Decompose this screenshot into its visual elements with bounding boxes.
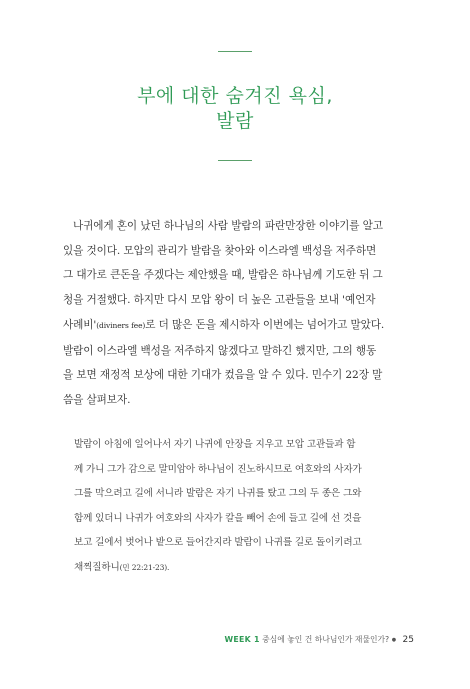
page-footer [224,634,414,645]
body-line: 있을 것이다. 모압의 관리가 발람을 찾아와 이스라엘 백성을 저주하면 [63,244,377,257]
chapter-title [0,84,470,134]
bottom-divider [218,160,252,161]
quote-line: 함께 있더니 나귀가 여호와의 사자가 칼을 빼어 손에 들고 길에 선 것을 [74,512,362,524]
chapter-title-line-2: 발람 [216,110,254,132]
top-divider [218,51,252,52]
body-line-fee-rest: 로 더 많은 돈을 제시하자 이번에는 넘어가고 말았다. [145,318,385,331]
body-line: 을 보면 재정적 보상에 대한 기대가 컸음을 알 수 있다. 민수기 22장 말 [63,369,383,382]
scripture-quote [74,433,404,580]
quote-line: 보고 길에서 벗어나 밭으로 들어간지라 발람이 나귀를 길로 돌이키려고 [74,537,362,548]
quote-line: 께 가니 그가 감으로 말미암아 하나님이 진노하시므로 여호와의 사자가 [74,463,362,475]
body-line: 발람이 이스라엘 백성을 저주하지 않겠다고 말하긴 했지만, 그의 행동 [63,344,377,357]
quote-line: 채찍질하니 [74,561,120,573]
body-line: 청을 거절했다. 하지만 다시 모압 왕이 더 높은 고관들을 보내 '예언자 [63,294,376,307]
chapter-title-line-1: 부에 대한 숨겨진 욕심, [137,85,333,107]
body-line: 그 대가로 큰돈을 주겠다는 제안했을 때, 발람은 하나님께 기도한 뒤 그 [63,269,383,282]
body-line-fee [63,313,408,339]
bullet-icon: ● [391,637,397,643]
fee-word: 사례비' [63,318,97,331]
quote-line: 그를 막으려고 길에 서니라 발람은 자기 나귀를 탔고 그의 두 종은 그와 [74,488,362,499]
body-paragraph [63,214,408,413]
quote-line: 발람이 아침에 일어나서 자기 나귀에 안장을 지우고 모압 고관들과 함 [74,439,356,450]
week-label: WEEK 1 [224,635,260,644]
fee-english: (diviners fee) [96,320,146,330]
page-number: 25 [402,635,414,645]
quote-line-last [74,556,404,581]
body-line: 나귀에게 혼이 났던 하나님의 사람 발람의 파란만장한 이야기를 알고 [73,220,383,232]
body-line: 씀을 살펴보자. [63,393,131,406]
chapter-running-title: 중심에 놓인 건 하나님인가 재물인가? [262,635,390,644]
scripture-reference: (민 22:21-23). [119,562,170,572]
